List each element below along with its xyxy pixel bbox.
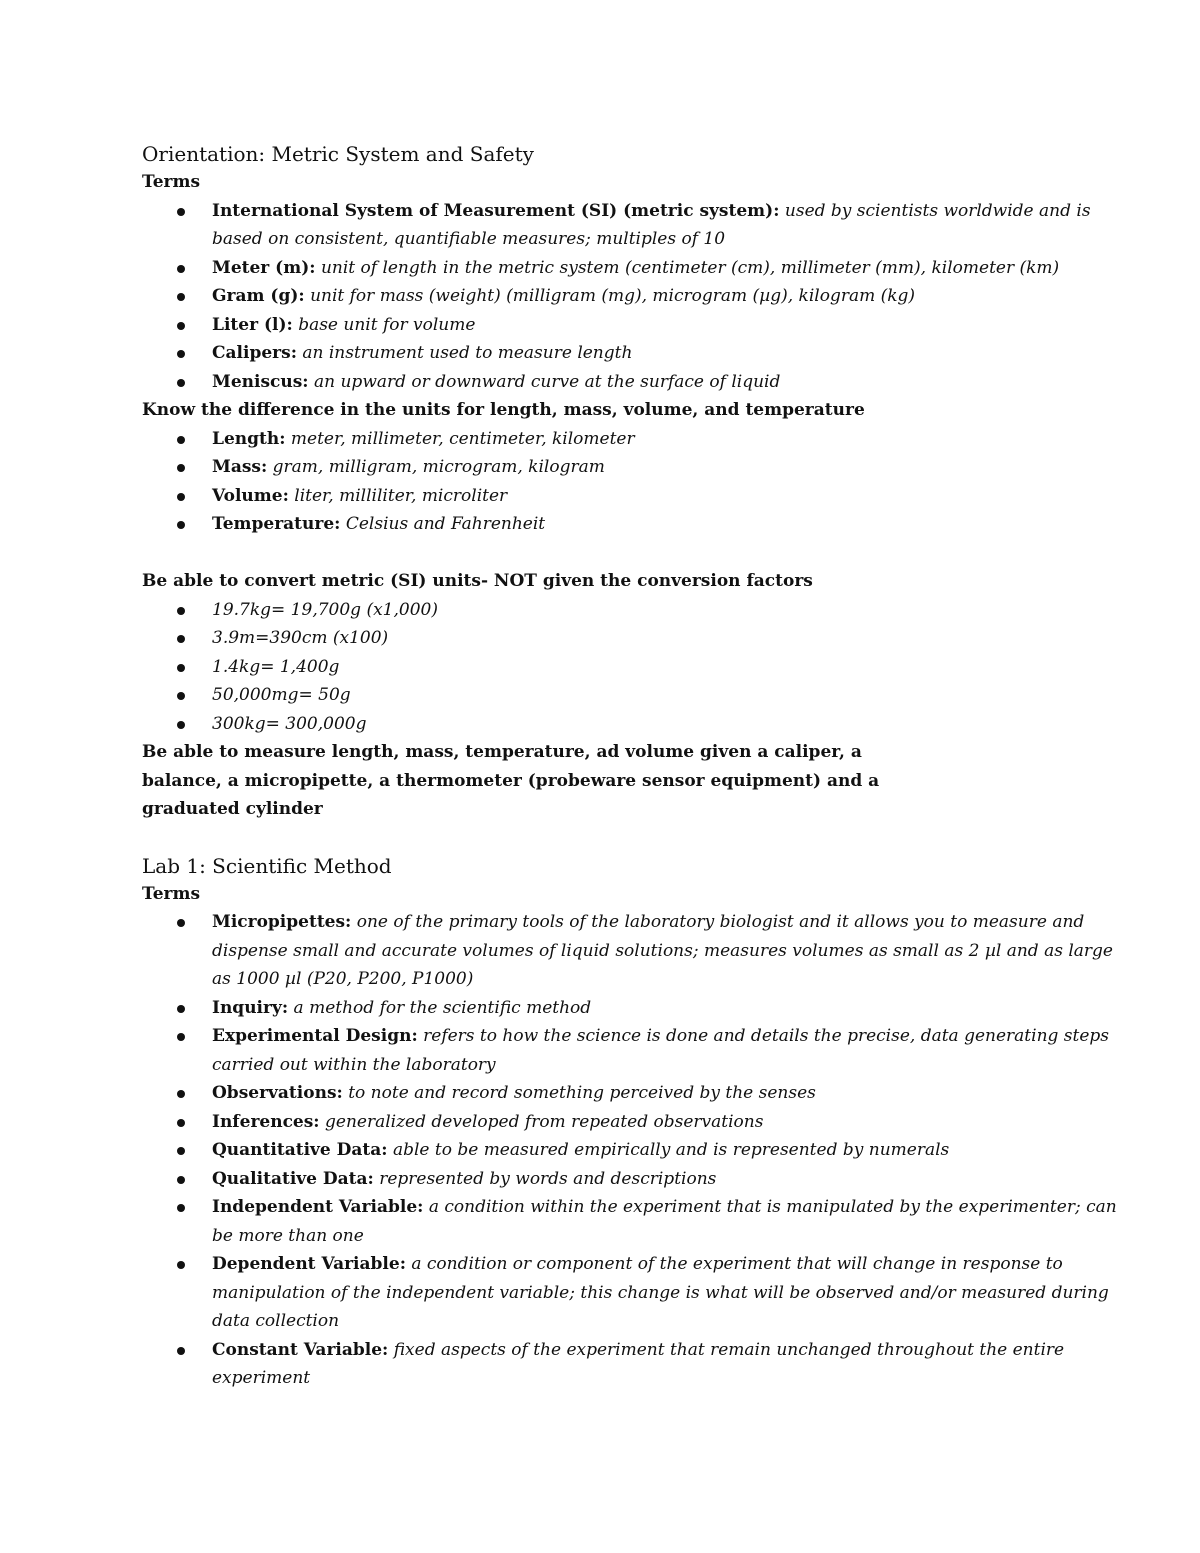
conversion-example: 1.4kg= 1,400g — [212, 656, 340, 677]
term-definition: a condition within the experiment that is manipulated by the experimenter; can be more than one — [212, 1197, 1117, 1246]
term-label: Experimental Design: — [212, 1026, 418, 1046]
list-item — [142, 254, 1132, 283]
list-item — [142, 368, 1132, 397]
list-item — [142, 624, 1132, 653]
term-label: Calipers: — [212, 343, 297, 363]
bullet-icon — [177, 436, 185, 444]
term-label: Liter (l): — [212, 314, 293, 335]
term-label: Temperature: — [212, 514, 341, 534]
term-label: Inferences: — [212, 1111, 320, 1132]
bullet-icon — [177, 493, 185, 501]
bullet-icon — [177, 1261, 185, 1269]
term-label: Volume: — [212, 485, 289, 506]
conversion-example: 300kg= 300,000g — [212, 713, 367, 734]
section-title-lab1: Lab 1: Scientific Method — [142, 853, 392, 878]
conversion-example: 19.7kg= 19,700g (x1,000) — [212, 599, 438, 620]
term-label: Qualitative Data: — [212, 1168, 374, 1189]
units-heading: Know the difference in the units for length, mass, volume, and temperature — [142, 400, 865, 420]
list-item — [142, 1022, 1132, 1079]
list-item — [142, 282, 1132, 311]
conversion-example: 50,000mg= 50g — [212, 685, 351, 705]
list-item — [142, 311, 1132, 340]
list-item — [142, 681, 1132, 710]
list-item — [142, 1336, 1132, 1393]
bullet-icon — [177, 664, 185, 672]
list-item — [142, 1136, 1132, 1165]
term-definition: to note and record something perceived by the senses — [348, 1083, 816, 1103]
list-item — [142, 453, 1132, 482]
terms-heading: Terms — [142, 172, 201, 192]
term-definition: used by scientists worldwide and is based on consistent, quantifiable measures; multiples of 10 — [212, 200, 1091, 249]
bullet-icon — [177, 265, 185, 273]
term-definition: refers to how the science is done and details the precise, data generating steps carried out within the laboratory — [212, 1026, 1110, 1075]
list-item — [142, 1165, 1132, 1194]
term-label: Gram (g): — [212, 286, 305, 306]
term-label: Meter (m): — [212, 257, 316, 278]
term-label: Quantitative Data: — [212, 1140, 388, 1160]
bullet-icon — [177, 521, 185, 529]
term-definition: liter, milliliter, microliter — [294, 485, 508, 506]
bullet-icon — [177, 350, 185, 358]
term-definition: able to be measured empirically and is represented by numerals — [392, 1140, 950, 1160]
term-definition: an upward or downward curve at the surface of liquid — [314, 371, 781, 392]
bullet-icon — [177, 379, 185, 387]
section-title-orientation: Orientation: Metric System and Safety — [142, 142, 534, 166]
term-label: Independent Variable: — [212, 1197, 424, 1217]
bullet-icon — [177, 208, 185, 216]
term-label: Dependent Variable: — [212, 1254, 406, 1274]
list-item — [142, 197, 1132, 254]
bullet-icon — [177, 1147, 185, 1155]
bullet-icon — [177, 692, 185, 700]
term-label: Mass: — [212, 457, 268, 477]
term-label: Length: — [212, 428, 286, 449]
term-definition: Celsius and Fahrenheit — [345, 514, 546, 534]
list-item — [142, 425, 1132, 454]
list-item — [142, 994, 1132, 1023]
bullet-icon — [177, 1176, 185, 1184]
term-definition: unit of length in the metric system (centimeter (cm), millimeter (mm), kilometer (km) — [320, 257, 1060, 278]
term-definition: meter, millimeter, centimeter, kilometer — [290, 428, 635, 449]
term-label: Observations: — [212, 1083, 343, 1103]
lab1-terms-list — [142, 908, 1132, 1393]
bullet-icon — [177, 322, 185, 330]
term-label: Inquiry: — [212, 997, 289, 1018]
term-definition: generalized developed from repeated observations — [325, 1111, 764, 1132]
bullet-icon — [177, 464, 185, 472]
bullet-icon — [177, 1119, 185, 1127]
list-item — [142, 1193, 1132, 1250]
term-label: Meniscus: — [212, 371, 309, 392]
list-item — [142, 653, 1132, 682]
orientation-terms-list — [142, 197, 1132, 397]
list-item — [142, 1108, 1132, 1137]
list-item — [142, 1079, 1132, 1108]
list-item — [142, 908, 1132, 994]
term-label: Micropipettes: — [212, 912, 352, 932]
term-label: International System of Measurement (SI) (metric system): — [212, 200, 780, 221]
list-item — [142, 596, 1132, 625]
document-content — [142, 140, 1132, 1393]
term-definition: one of the primary tools of the laboratory biologist and it allows you to measure and dispense small and accurate volumes of liquid solutions; measures volumes as small as 2 µl and as large as 1000 µl (P20, P200, P1000) — [212, 912, 1113, 989]
list-item — [142, 1250, 1132, 1336]
units-list — [142, 425, 1132, 539]
term-definition: an instrument used to measure length — [302, 343, 633, 363]
term-definition: gram, milligram, microgram, kilogram — [272, 457, 605, 477]
bullet-icon — [177, 721, 185, 729]
list-item — [142, 482, 1132, 511]
term-definition: base unit for volume — [298, 314, 476, 335]
bullet-icon — [177, 1033, 185, 1041]
bullet-icon — [177, 635, 185, 643]
term-definition: represented by words and descriptions — [379, 1168, 717, 1189]
term-definition: a condition or component of the experiment that will change in response to manipulation of the independent variable; this change is what will be observed and/or measured during data collection — [212, 1254, 1109, 1331]
conversions-list — [142, 596, 1132, 739]
list-item — [142, 710, 1132, 739]
conversion-example: 3.9m=390cm (x100) — [212, 628, 389, 648]
bullet-icon — [177, 919, 185, 927]
term-definition: fixed aspects of the experiment that remain unchanged throughout the entire experiment — [212, 1339, 1065, 1388]
bullet-icon — [177, 1204, 185, 1212]
term-definition: unit for mass (weight) (milligram (mg), microgram (µg), kilogram (kg) — [310, 286, 916, 306]
convert-heading: Be able to convert metric (SI) units- NOT given the conversion factors — [142, 571, 813, 591]
bullet-icon — [177, 293, 185, 301]
bullet-icon — [177, 1005, 185, 1013]
list-item — [142, 339, 1132, 368]
term-label: Constant Variable: — [212, 1339, 389, 1360]
list-item — [142, 510, 1132, 539]
terms-heading: Terms — [142, 883, 201, 904]
bullet-icon — [177, 1347, 185, 1355]
measure-paragraph: Be able to measure length, mass, temperature, ad volume given a caliper, a balance, a micropipette, a thermometer (probeware sensor equipment) and a graduated cylinder — [142, 742, 880, 819]
bullet-icon — [177, 1090, 185, 1098]
bullet-icon — [177, 607, 185, 615]
term-definition: a method for the scientific method — [293, 997, 592, 1018]
